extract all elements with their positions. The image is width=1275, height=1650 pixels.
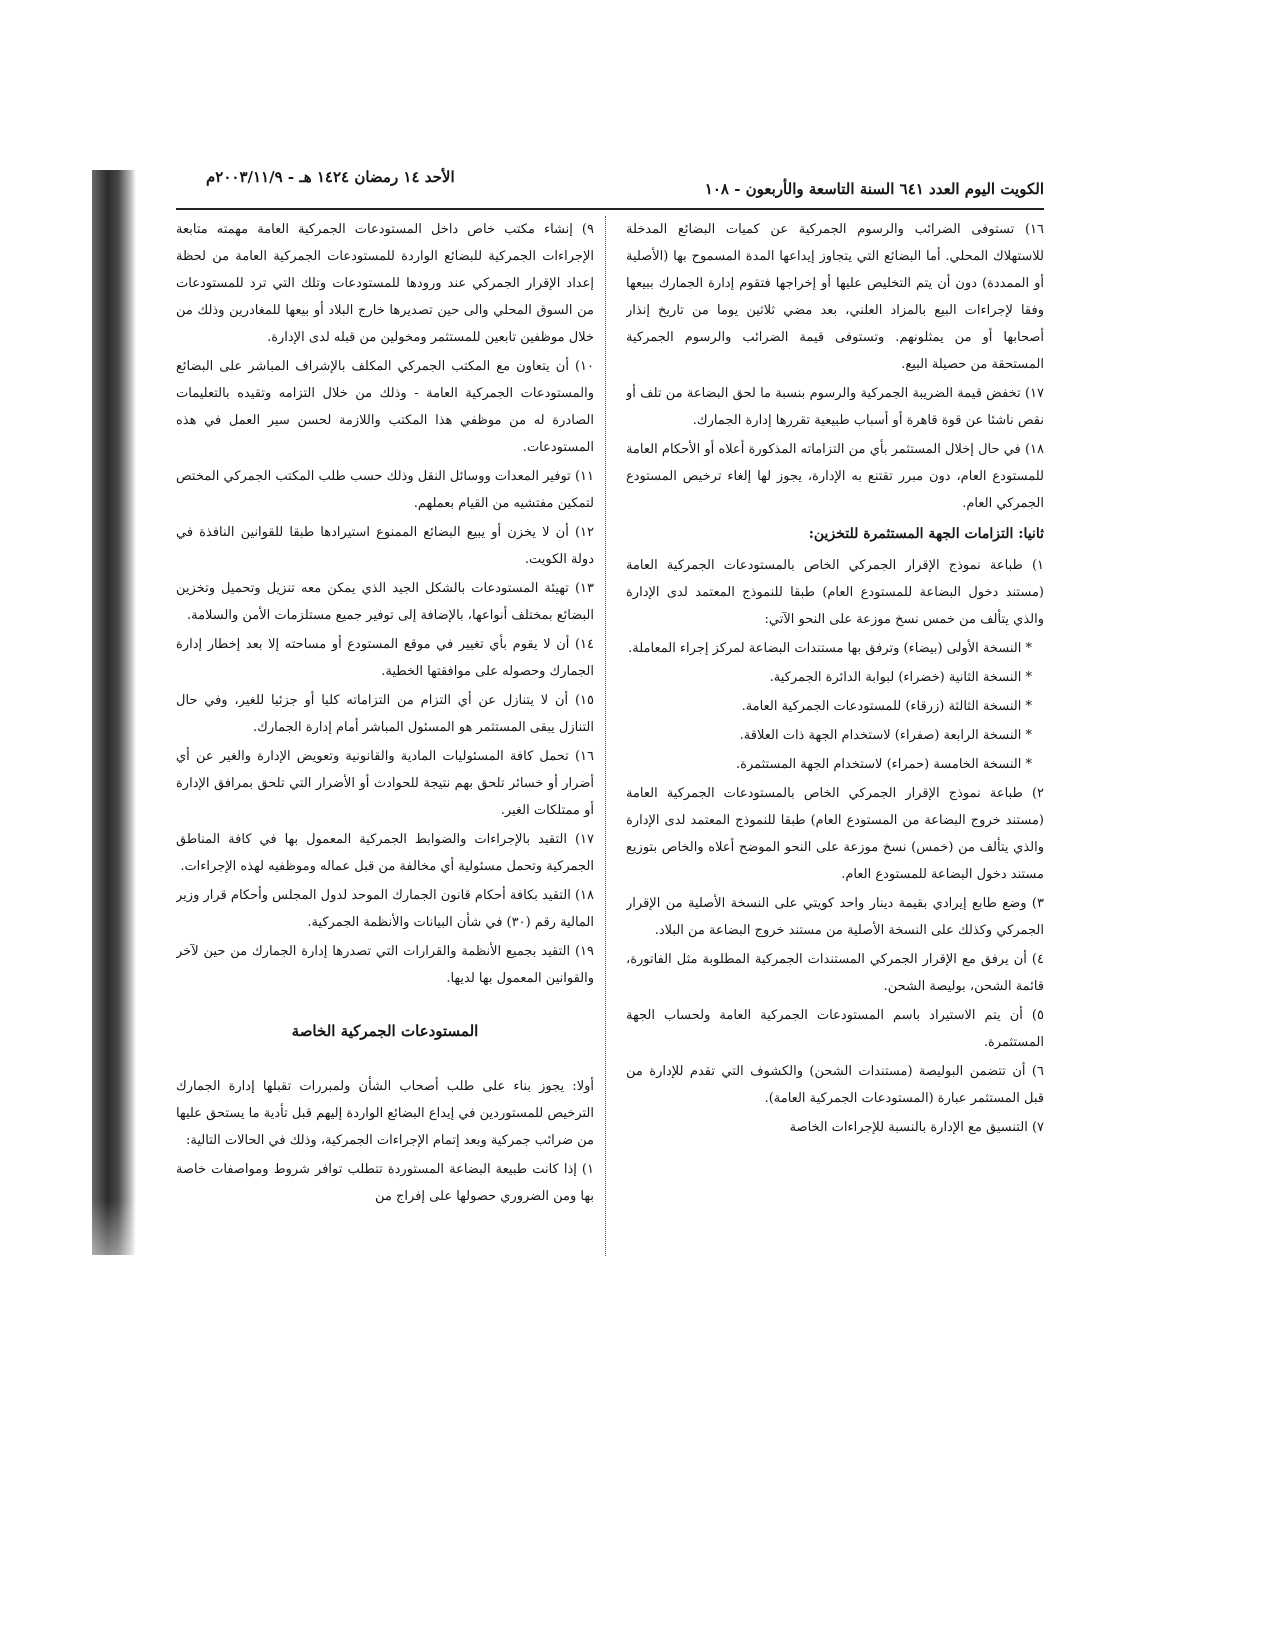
right-column-list-item: * النسخة الرابعة (صفراء) لاستخدام الجهة ذات العلاقة. <box>739 728 1032 743</box>
left-column-paragraph: ١٥) أن لا يتنازل عن أي التزام من التزاماته كليا أو جزئيا للغير، وفي حال التنازل يبقى المستثمر هو المسئول المباشر أمام إدارة الجمارك. <box>176 693 594 735</box>
page-header <box>176 168 1044 210</box>
right-column <box>626 216 1044 1256</box>
right-column-paragraph: ١٨) في حال إخلال المستثمر بأي من التزاماته المذكورة أعلاه أو الأحكام العامة للمستودع العام، دون مبرر تقتنع به الإدارة، يجوز لها إلغاء ترخيص المستودع الجمركي العام. <box>626 442 1044 511</box>
right-column-paragraph: ١) طباعة نموذج الإقرار الجمركي الخاص بالمستودعات الجمركية العامة (مستند دخول البضاعة للمستودع العام) طبقا للنموذج المعتمد لدى الإدارة والذي يتألف من خمس نسخ موزعة على النحو الآتي: <box>626 558 1044 627</box>
column-divider <box>605 216 607 1256</box>
left-column-paragraph: ١٨) التقيد بكافة أحكام قانون الجمارك الموحد لدول المجلس وأحكام قرار وزير المالية رقم (٣٠) في شأن البيانات والأنظمة الجمركية. <box>176 888 594 930</box>
left-column-paragraph: ١٢) أن لا يخزن أو يبيع البضائع الممنوع استيرادها طبقا للقوانين النافذة في دولة الكويت. <box>176 525 594 567</box>
scan-edge-fade <box>92 1200 136 1320</box>
left-column-paragraph: ١٣) تهيئة المستودعات بالشكل الجيد الذي يمكن معه تنزيل وتحميل وتخزين البضائع بمختلف أنواعها، بالإضافة إلى توفير جميع مستلزمات الأمن والسلامة. <box>176 581 594 623</box>
left-column-paragraph: أولا: يجوز بناء على طلب أصحاب الشأن ولمبررات تقبلها إدارة الجمارك الترخيص للمستوردين في إيداع البضائع الواردة إليهم قبل تأدية ما يستحق عليها من ضرائب جمركية وبعد إتمام الإجراءات الجمركية، وذلك في الحالات التالية: <box>176 1079 594 1148</box>
left-column-section-title: المستودعات الجمركية الخاصة <box>291 1022 479 1040</box>
right-column-list-item: * النسخة الثانية (خضراء) لبوابة الدائرة الجمركية. <box>769 670 1032 685</box>
right-column-section-heading: ثانيا: التزامات الجهة المستثمرة للتخزين: <box>808 526 1044 542</box>
right-column-paragraph: ٢) طباعة نموذج الإقرار الجمركي الخاص بالمستودعات الجمركية العامة (مستند خروج البضاعة من المستودع العام) طبقا للنموذج المعتمد لدى الإدارة والذي يتألف من (خمس) نسخ موزعة على النحو الموضح أعلاه والخاص بتوزيع مستند دخول البضاعة للمستودع العام. <box>626 786 1044 882</box>
left-column-paragraph: ١٤) أن لا يقوم بأي تغيير في موقع المستودع أو مساحته إلا بعد إخطار إدارة الجمارك وحصوله على موافقتها الخطية. <box>176 637 594 679</box>
scan-edge-shadow <box>92 170 136 1255</box>
header-issue-info: الكويت اليوم العدد ٦٤١ السنة التاسعة والأربعون - ١٠٨ <box>704 180 1044 198</box>
text-columns <box>176 216 1044 1256</box>
left-column <box>176 216 594 1256</box>
right-column-list-item: * النسخة الخامسة (حمراء) لاستخدام الجهة المستثمرة. <box>736 757 1032 772</box>
right-column-paragraph: ٧) التنسيق مع الإدارة بالنسبة للإجراءات الخاصة <box>789 1120 1044 1135</box>
left-column-paragraph: ١٧) التقيد بالإجراءات والضوابط الجمركية المعمول بها في كافة المناطق الجمركية وتحمل مسئولية أي مخالفة من قبل عماله وموظفيه لهذه الإجراءات. <box>176 832 594 874</box>
left-column-paragraph: ١٩) التقيد بجميع الأنظمة والقرارات التي تصدرها إدارة الجمارك من حين لآخر والقوانين المعمول بها لديها. <box>176 944 594 986</box>
right-column-paragraph: ٦) أن تتضمن البوليصة (مستندات الشحن) والكشوف التي تقدم للإدارة من قبل المستثمر عبارة (المستودعات الجمركية العامة). <box>626 1064 1044 1106</box>
right-column-paragraph: ١٧) تخفض قيمة الضريبة الجمركية والرسوم بنسبة ما لحق البضاعة من تلف أو نقص ناشئا عن قوة قاهرة أو أسباب طبيعية تقررها إدارة الجمارك. <box>626 386 1044 428</box>
right-column-paragraph: ٥) أن يتم الاستيراد باسم المستودعات الجمركية العامة ولحساب الجهة المستثمرة. <box>626 1008 1044 1050</box>
right-column-paragraph: ١٦) تستوفى الضرائب والرسوم الجمركية عن كميات البضائع المدخلة للاستهلاك المحلي. أما البضائع التي يتجاوز إيداعها المدة المسموح بها (الأصلية أو الممددة) دون أن يتم التخليص عليها أو إخراجها فتقوم إدارة الجمارك ببيعها وفقا لإجراءات البيع بالمزاد العلني، بعد مضي ثلاثين يوما من تاريخ إنذار أصحابها أو من يمثلونهم. وتستوفى قيمة الضرائب والرسوم الجمركية المستحقة من حصيلة البيع. <box>626 222 1044 372</box>
right-column-paragraph: ٣) وضع طابع إيرادي بقيمة دينار واحد كويتي على النسخة الأصلية من الإقرار الجمركي وكذلك على النسخة الأصلية من مستند خروج البضاعة من البلاد. <box>626 896 1044 938</box>
left-column-paragraph: ٩) إنشاء مكتب خاص داخل المستودعات الجمركية العامة مهمته متابعة الإجراءات الجمركية للبضائع الواردة للمستودعات الجمركية العامة من لحظة إعداد الإقرار الجمركي عند ورودها للمستودعات وتلك التي ترد للمستودعات من السوق المحلي والى حين تصديرها خارج البلاد أو بيعها للمغادرين وذلك من خلال موظفين تابعين للمستثمر ومخولين من قبله لدى الإدارة. <box>176 222 594 345</box>
right-column-list-item: * النسخة الأولى (بيضاء) وترفق بها مستندات البضاعة لمركز إجراء المعاملة. <box>628 641 1032 656</box>
header-date: الأحد ١٤ رمضان ١٤٢٤ هـ - ٢٠٠٣/١١/٩م <box>206 168 455 186</box>
right-column-list-item: * النسخة الثالثة (زرقاء) للمستودعات الجمركية العامة. <box>741 699 1032 714</box>
gazette-page <box>176 168 1044 1258</box>
left-column-paragraph: ١) إذا كانت طبيعة البضاعة المستوردة تتطلب توافر شروط ومواصفات خاصة بها ومن الضروري حصولها على إفراج من <box>176 1162 594 1204</box>
right-column-paragraph: ٤) أن يرفق مع الإقرار الجمركي المستندات الجمركية المطلوبة مثل الفاتورة، قائمة الشحن، بوليصة الشحن. <box>626 952 1044 994</box>
left-column-paragraph: ١٦) تحمل كافة المسئوليات المادية والقانونية وتعويض الإدارة والغير عن أي أضرار أو خسائر تلحق بهم نتيجة للحوادث أو الأضرار التي تلحق بمرافق الإدارة أو ممتلكات الغير. <box>176 749 594 818</box>
left-column-paragraph: ١١) توفير المعدات ووسائل النقل وذلك حسب طلب المكتب الجمركي المختص لتمكين مفتشيه من القيام بعملهم. <box>176 469 594 511</box>
left-column-paragraph: ١٠) أن يتعاون مع المكتب الجمركي المكلف بالإشراف المباشر على البضائع والمستودعات الجمركية العامة - وذلك من خلال التزامه وتقيده بالتعليمات الصادرة له من موظفي هذا المكتب واللازمة لحسن سير العمل في هذه المستودعات. <box>176 359 594 455</box>
